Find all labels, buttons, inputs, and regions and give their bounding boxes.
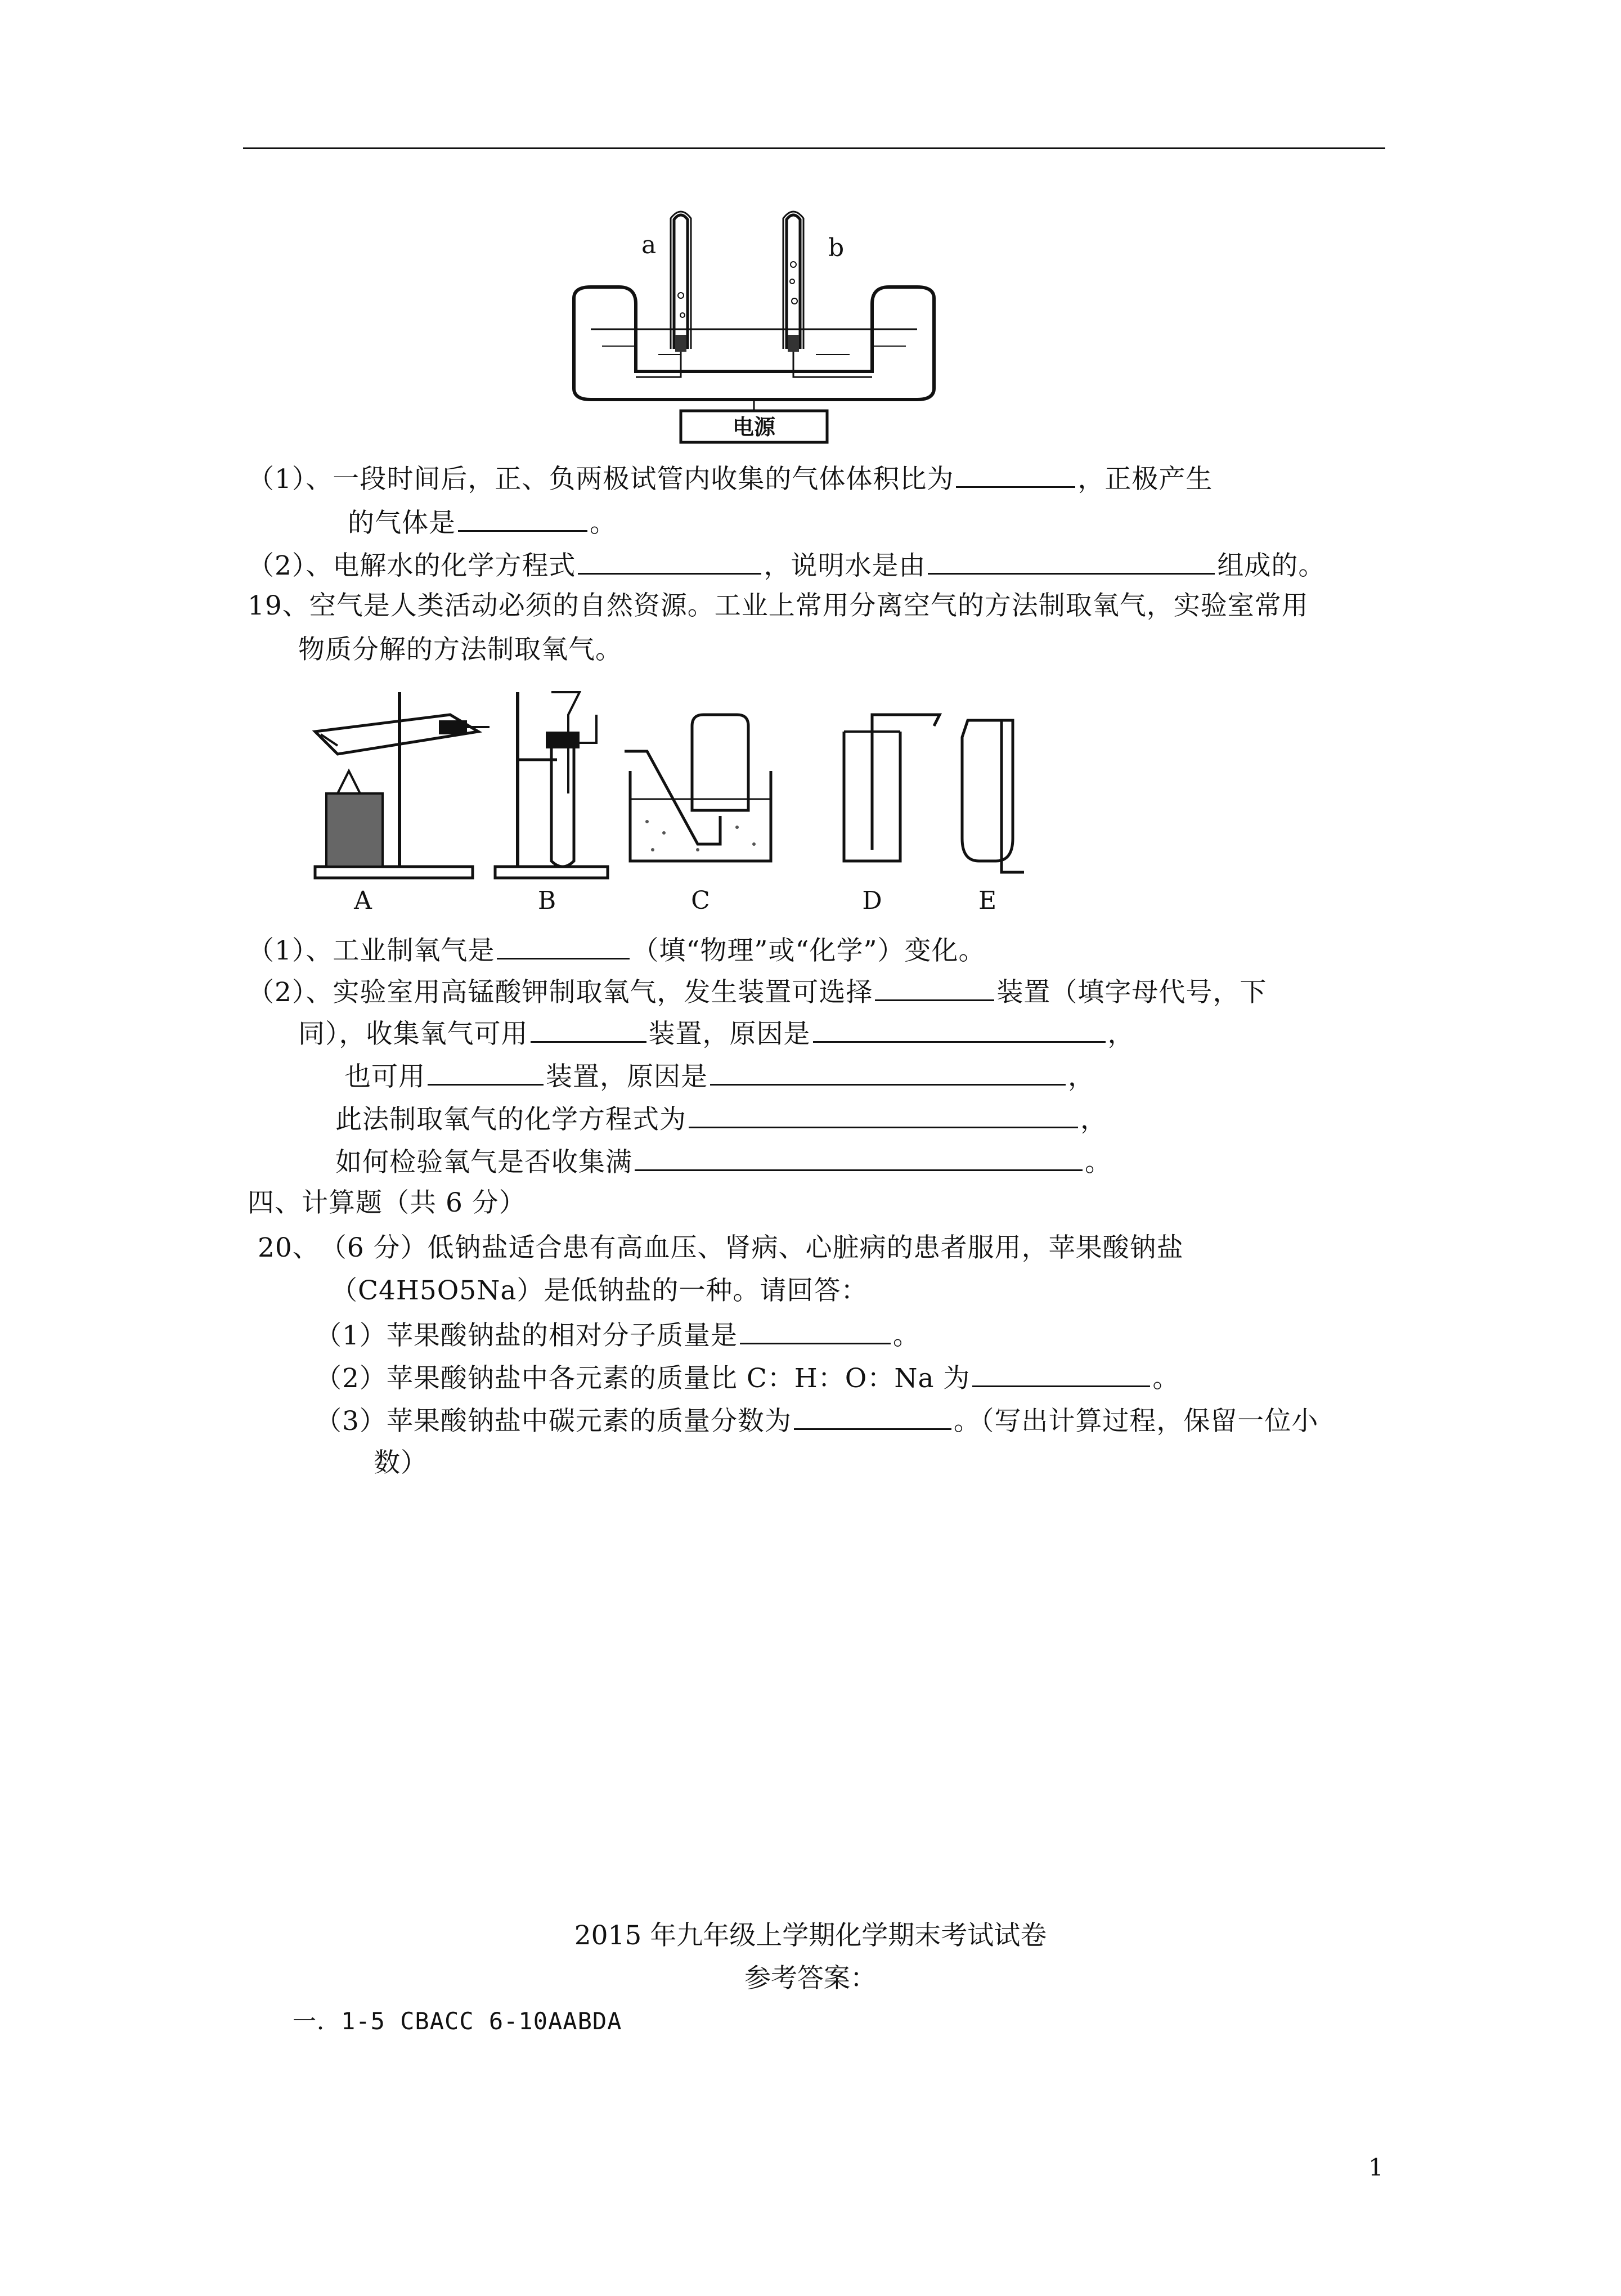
- answer-blank[interactable]: [813, 1015, 1106, 1043]
- answer-blank[interactable]: [875, 974, 994, 1001]
- q19-part2-line4: 此法制取氧气的化学方程式为 ，: [335, 1101, 1107, 1138]
- apparatus-c-label: C: [691, 886, 710, 915]
- tube-a-label: a: [641, 231, 657, 259]
- apparatus-e: [962, 720, 1024, 915]
- apparatus-d-label: D: [862, 886, 882, 915]
- q19-part2-line5: 如何检验氧气是否收集满 。: [335, 1143, 1112, 1181]
- q19-part2-line3: 也可用 装置，原因是 ，: [344, 1058, 1095, 1095]
- q20-part1: （1）苹果酸钠盐的相对分子质量是 。: [315, 1317, 920, 1354]
- power-supply-label: 电源: [732, 414, 776, 440]
- answer-blank[interactable]: [428, 1058, 544, 1086]
- answer-blank[interactable]: [531, 1015, 646, 1043]
- apparatus-c: [625, 715, 771, 915]
- apparatus-a: [315, 692, 490, 915]
- q19-part2-line2: 同），收集氧气可用 装置，原因是 ，: [298, 1015, 1135, 1052]
- answer-blank[interactable]: [956, 460, 1075, 488]
- apparatus-d: [844, 715, 940, 915]
- q20-part2: （2）苹果酸钠盐中各元素的质量比 C：H：O：Na 为 。: [315, 1360, 1179, 1397]
- answer-blank[interactable]: [497, 932, 630, 959]
- answer-blank[interactable]: [458, 504, 587, 532]
- answer-blank[interactable]: [740, 1317, 891, 1344]
- answer-key-title: 2015 年九年级上学期化学期末考试试卷: [574, 1920, 1047, 1951]
- q18-part1-line1: （1）、一段时间后，正、负两极试管内收集的气体体积比为 ，正极产生: [248, 460, 1213, 497]
- answer-blank[interactable]: [689, 1101, 1078, 1128]
- q20-stem-line2: （C4H5O5Na）是低钠盐的一种。请回答：: [331, 1275, 868, 1306]
- answer-blank[interactable]: [928, 547, 1215, 575]
- q19-part1: （1）、工业制氧气是 （填“物理”或“化学”）变化。: [248, 932, 986, 969]
- q20-part3-line2: 数）: [374, 1447, 428, 1478]
- tube-b-label: b: [828, 234, 845, 262]
- q20-stem-line1: 20、 （6 分）低钠盐适合患有高血压、肾病、心脏病的患者服用，苹果酸钠盐: [258, 1232, 1184, 1263]
- oxygen-apparatus-figure: [304, 681, 1317, 917]
- section-4-heading: 四、计算题（共 6 分）: [248, 1187, 526, 1218]
- answer-blank[interactable]: [972, 1360, 1150, 1387]
- apparatus-b-label: B: [537, 886, 556, 915]
- q18-part2: （2）、电解水的化学方程式 ，说明水是由 组成的。: [248, 547, 1325, 584]
- page-number: 1: [1368, 2154, 1384, 2181]
- apparatus-e-label: E: [978, 886, 997, 915]
- q19-stem-line1: 19、空气是人类活动必须的自然资源。工业上常用分离空气的方法制取氧气，实验室常用: [248, 590, 1309, 621]
- header-rule: [243, 147, 1385, 149]
- electrolysis-apparatus-figure: [568, 208, 940, 445]
- answer-key-subtitle: 参考答案：: [744, 1963, 877, 1994]
- apparatus-b: [495, 692, 608, 915]
- q18-part1-line2: 的气体是 。: [348, 504, 617, 541]
- answer-blank[interactable]: [794, 1402, 951, 1430]
- q19-part2-line1: （2）、实验室用高锰酸钾制取氧气，发生装置可选择 装置（填字母代号，下: [248, 974, 1267, 1011]
- q20-part3: （3）苹果酸钠盐中碳元素的质量分数为 。（写出计算过程，保留一位小: [315, 1402, 1318, 1440]
- answer-blank[interactable]: [635, 1143, 1083, 1171]
- answer-blank[interactable]: [710, 1058, 1066, 1086]
- q19-stem-line2: 物质分解的方法制取氧气。: [298, 634, 622, 665]
- answer-key-line1: 一．1-5 CBACC 6-10AABDA: [293, 2007, 622, 2035]
- answer-blank[interactable]: [578, 547, 761, 575]
- apparatus-a-label: A: [354, 886, 372, 915]
